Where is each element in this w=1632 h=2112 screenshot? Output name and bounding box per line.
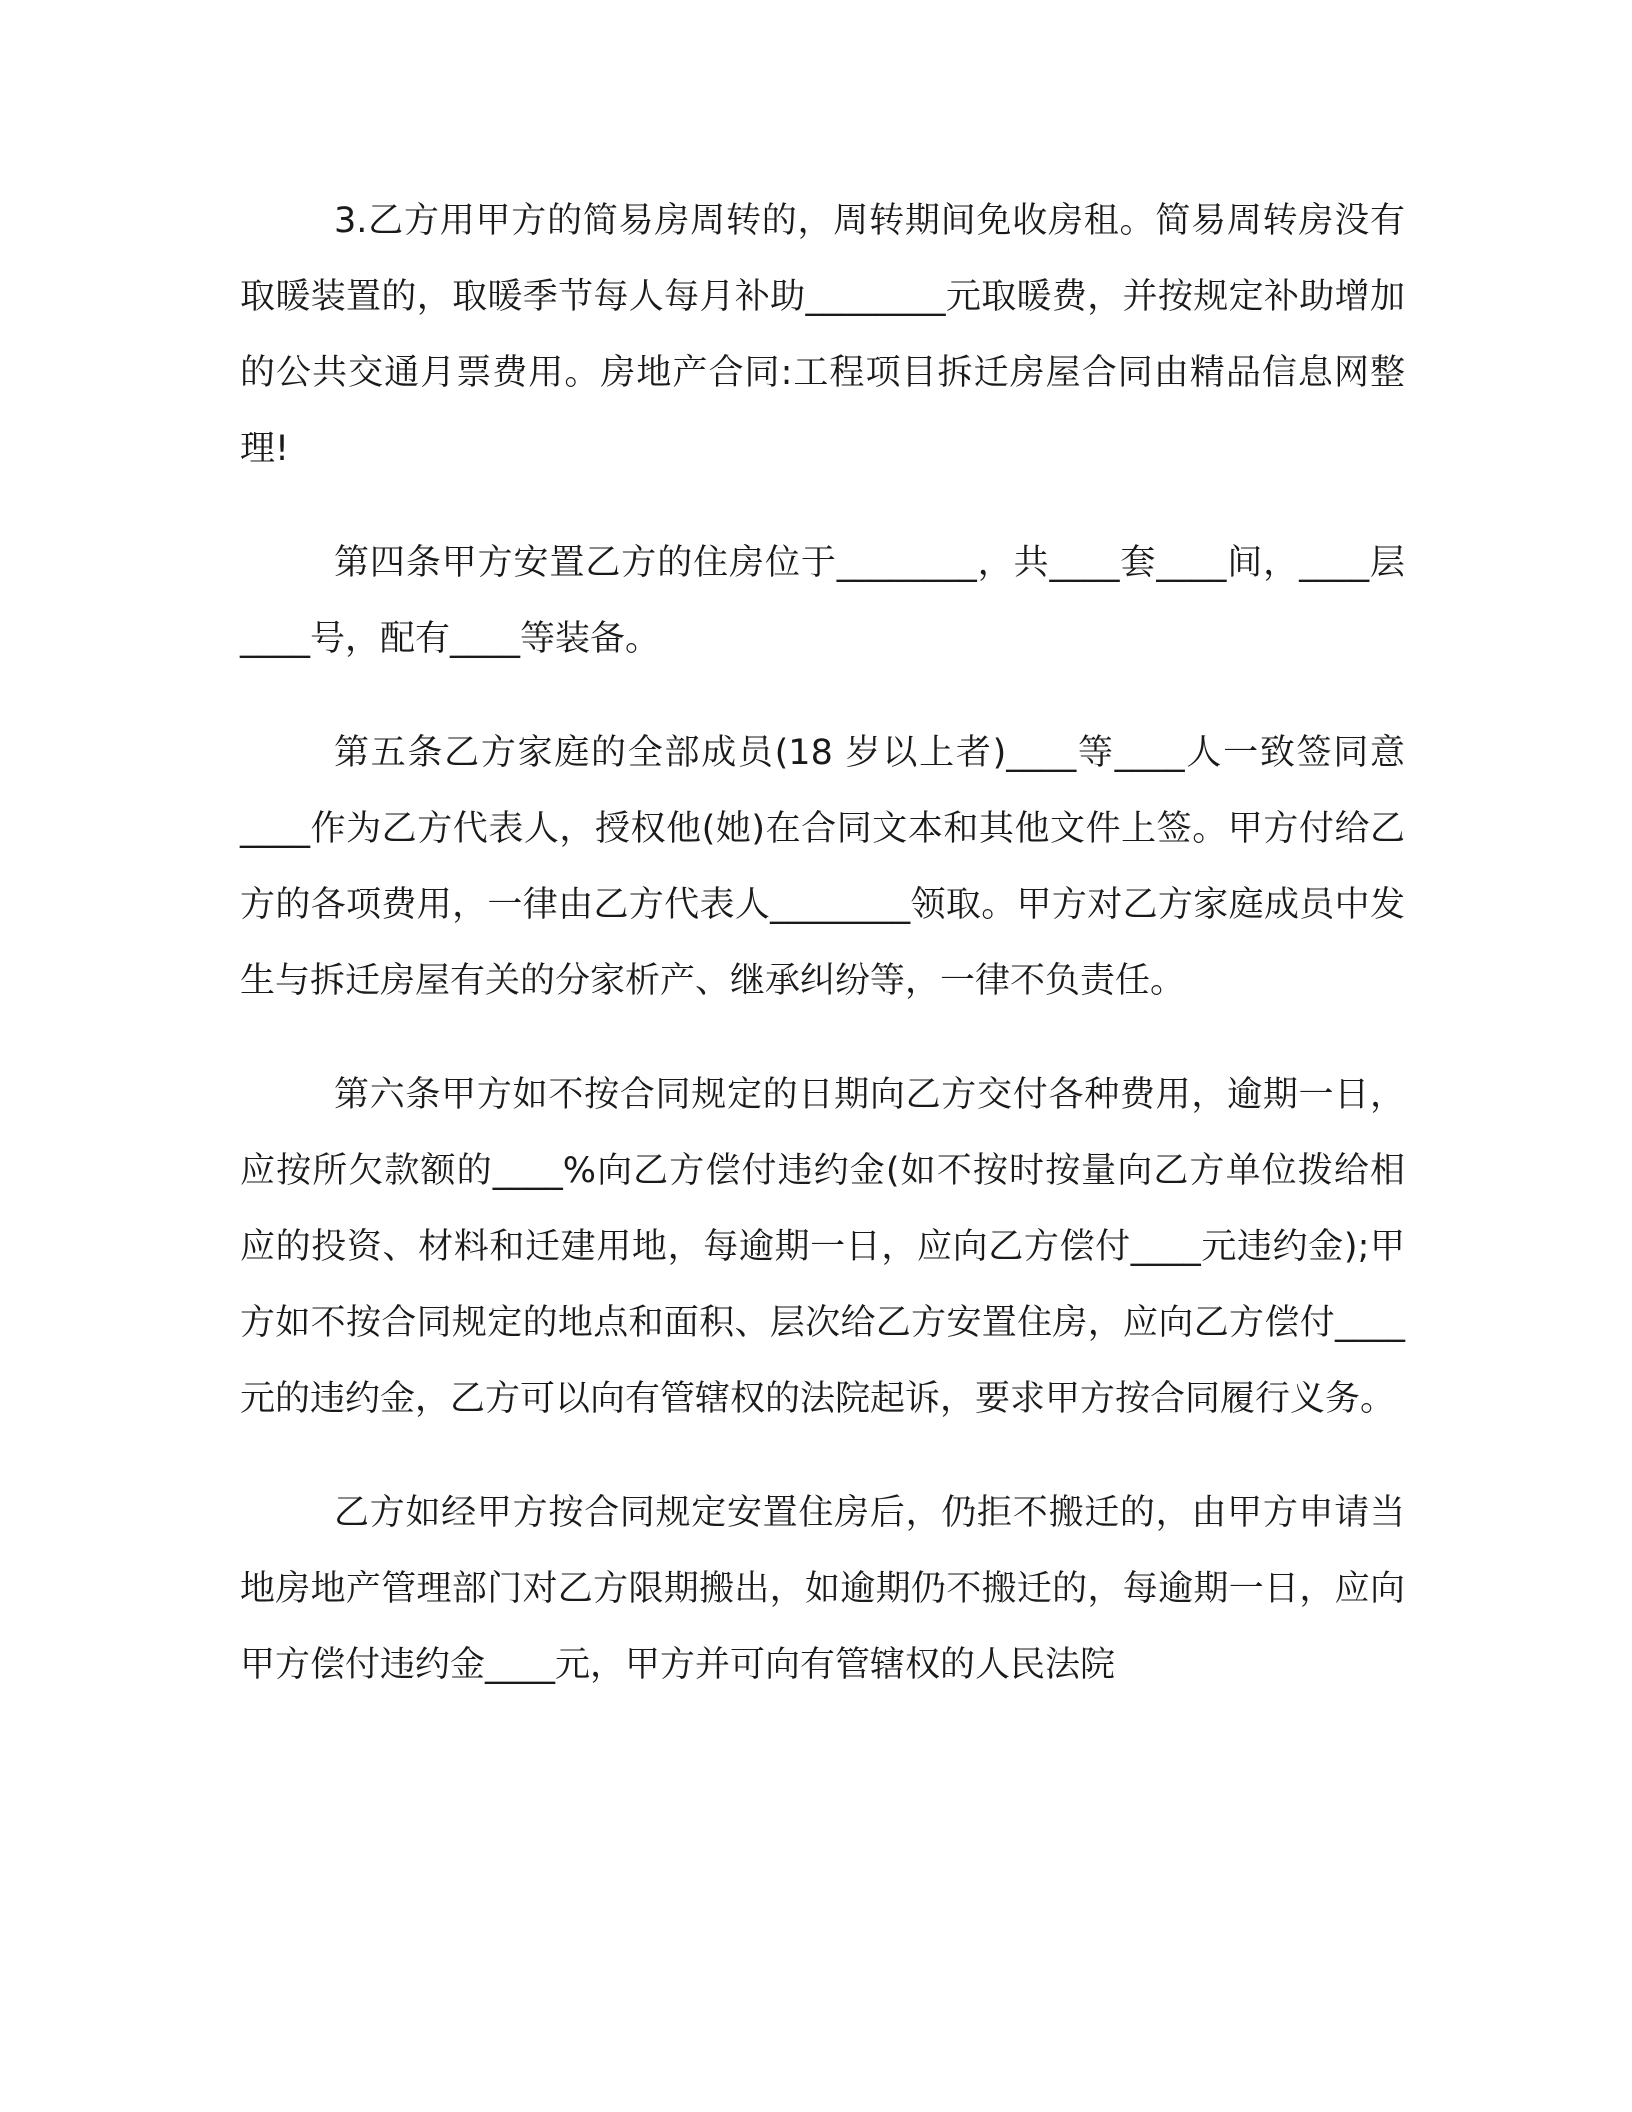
document-body (240, 183, 1405, 1741)
paragraph-article-5: 第五条乙方家庭的全部成员(18 岁以上者)____等____人一致签同意____作为乙方代表人，授权他(她)在合同文本和其他文件上签。甲方付给乙方的各项费用，一律由乙方代表人________领取。甲方对乙方家庭成员中发生与拆迁房屋有关的分家析产、继承纠纷等，一律不负责任。 (240, 733, 1405, 1001)
paragraph-clause-3: 3.乙方用甲方的简易房周转的，周转期间免收房租。简易周转房没有取暖装置的，取暖季节每人每月补助________元取暖费，并按规定补助增加的公共交通月票费用。房地产合同:工程项目拆迁房屋合同由精品信息网整理! (240, 201, 1405, 469)
paragraph-article-4: 第四条甲方安置乙方的住房位于________，共____套____间，____层____号，配有____等装备。 (240, 543, 1405, 659)
paragraph-party-b-relocation: 乙方如经甲方按合同规定安置住房后，仍拒不搬迁的，由甲方申请当地房地产管理部门对乙方限期搬出，如逾期仍不搬迁的，每逾期一日，应向甲方偿付违约金____元，甲方并可向有管辖权的人民法院 (240, 1493, 1405, 1685)
paragraph-article-6: 第六条甲方如不按合同规定的日期向乙方交付各种费用，逾期一日，应按所欠款额的____%向乙方偿付违约金(如不按时按量向乙方单位拨给相应的投资、材料和迁建用地，每逾期一日，应向乙方偿付____元违约金);甲方如不按合同规定的地点和面积、层次给乙方安置住房，应向乙方偿付____元的违约金，乙方可以向有管辖权的法院起诉，要求甲方按合同履行义务。 (240, 1075, 1405, 1419)
